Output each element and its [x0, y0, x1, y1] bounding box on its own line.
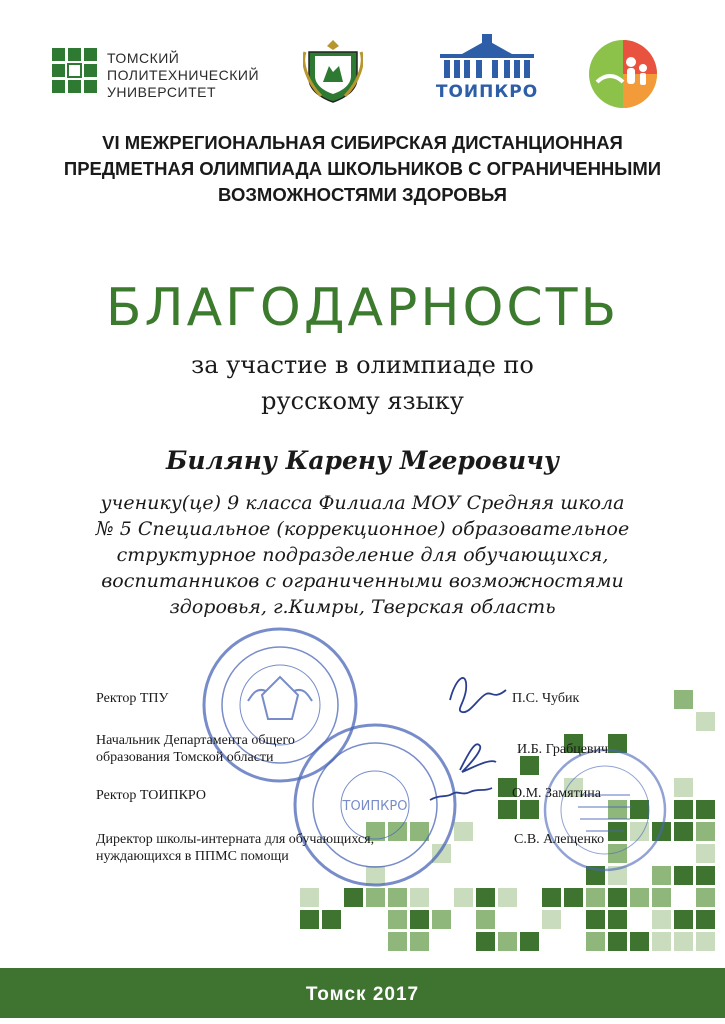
signatory-position: нуждающихся в ППМС помощи [96, 849, 289, 864]
mosaic-tile [586, 932, 605, 951]
subtitle-line: за участие в олимпиаде по [191, 351, 534, 379]
mosaic-tile [696, 910, 715, 929]
mosaic-tile [542, 888, 561, 907]
description-line: здоровья, г.Кимры, Тверская область [169, 596, 556, 618]
tpu-name [107, 50, 259, 101]
mosaic-tile [652, 932, 671, 951]
certificate-title: БЛАГОДАРНОСТЬ [105, 278, 620, 338]
headline-line: ВОЗМОЖНОСТЯМИ ЗДОРОВЬЯ [218, 184, 507, 205]
mosaic-tile [476, 932, 495, 951]
mosaic-tile [674, 690, 693, 709]
signatory-name: И.Б. Грабцевич [517, 742, 609, 757]
mosaic-tile [696, 888, 715, 907]
mosaic-tile [300, 910, 319, 929]
stamp-label: ТОИПКРО [342, 799, 408, 814]
mosaic-tile [432, 910, 451, 929]
mosaic-tile [608, 910, 627, 929]
mosaic-tile [322, 910, 341, 929]
mosaic-tile [674, 866, 693, 885]
mosaic-tile [542, 910, 561, 929]
headline-line: ПРЕДМЕТНАЯ ОЛИМПИАДА ШКОЛЬНИКОВ С ОГРАНИЧЕННЫМИ [63, 158, 662, 179]
mosaic-tile [696, 866, 715, 885]
mosaic-tile [608, 932, 627, 951]
recipient-description [30, 490, 695, 620]
mosaic-tile [498, 888, 517, 907]
signatory-position: Ректор ТОИПКРО [96, 788, 206, 803]
toipkro-label: ТОИПКРО [435, 82, 539, 102]
mosaic-tile [608, 888, 627, 907]
mosaic-tile [476, 888, 495, 907]
family-logo-icon [587, 38, 659, 110]
mosaic-tile [696, 844, 715, 863]
tpu-name-line: УНИВЕРСИТЕТ [107, 84, 217, 100]
mosaic-tile [674, 910, 693, 929]
subtitle [0, 347, 725, 419]
mosaic-tile [652, 888, 671, 907]
recipient-name: Биляну Карену Мгеровичу [165, 446, 560, 475]
mosaic-tile [366, 888, 385, 907]
description-line: № 5 Специальное (коррекционное) образовательное [95, 518, 630, 540]
description-line: ученику(це) 9 класса Филиала МОУ Средняя школа [100, 492, 625, 514]
mosaic-tile [476, 910, 495, 929]
mosaic-tile [696, 932, 715, 951]
mosaic-tile [696, 712, 715, 731]
signatory-name: О.М. Замятина [512, 786, 601, 801]
subtitle-line: русскому языку [261, 387, 464, 415]
tpu-logo-icon [52, 48, 98, 94]
mosaic-tile [630, 932, 649, 951]
mosaic-tile [388, 932, 407, 951]
mosaic-tile [344, 888, 363, 907]
signatory-name: П.С. Чубик [512, 691, 580, 706]
mosaic-tile [586, 910, 605, 929]
toipkro-building-icon [432, 32, 542, 82]
mosaic-tile [410, 932, 429, 951]
tpu-name-line: ПОЛИТЕХНИЧЕСКИЙ [107, 67, 260, 83]
description-line: воспитанников с ограниченными возможностями [101, 570, 624, 592]
mosaic-tile [388, 888, 407, 907]
signatory-position: образования Томской области [96, 750, 274, 765]
mosaic-tile [410, 888, 429, 907]
olympiad-headline [40, 130, 685, 208]
school-stamp-icon [540, 745, 670, 875]
mosaic-tile [388, 910, 407, 929]
mosaic-tile [498, 932, 517, 951]
tpu-name-line: ТОМСКИЙ [107, 50, 180, 66]
mosaic-tile [674, 800, 693, 819]
coat-of-arms-icon [303, 38, 363, 104]
mosaic-tile [520, 932, 539, 951]
footer-city-year: Томск 2017 [305, 984, 420, 1005]
mosaic-tile [674, 822, 693, 841]
mosaic-tile [630, 888, 649, 907]
mosaic-tile [674, 932, 693, 951]
mosaic-tile [300, 888, 319, 907]
mosaic-tile [586, 888, 605, 907]
signatory-position: Директор школы-интерната для обучающихся, [96, 832, 375, 847]
mosaic-tile [674, 778, 693, 797]
mosaic-tile [410, 910, 429, 929]
mosaic-tile [454, 888, 473, 907]
signatory-name: С.В. Алещенко [514, 832, 605, 847]
mosaic-tile [652, 910, 671, 929]
description-line: структурное подразделение для обучающихся, [116, 544, 609, 566]
mosaic-tile [696, 822, 715, 841]
signatory-position: Начальник Департамента общего [96, 733, 295, 748]
mosaic-tile [696, 800, 715, 819]
headline-line: VI МЕЖРЕГИОНАЛЬНАЯ СИБИРСКАЯ ДИСТАНЦИОННАЯ [102, 132, 623, 153]
mosaic-tile [564, 888, 583, 907]
signatory-position: Ректор ТПУ [96, 691, 169, 706]
